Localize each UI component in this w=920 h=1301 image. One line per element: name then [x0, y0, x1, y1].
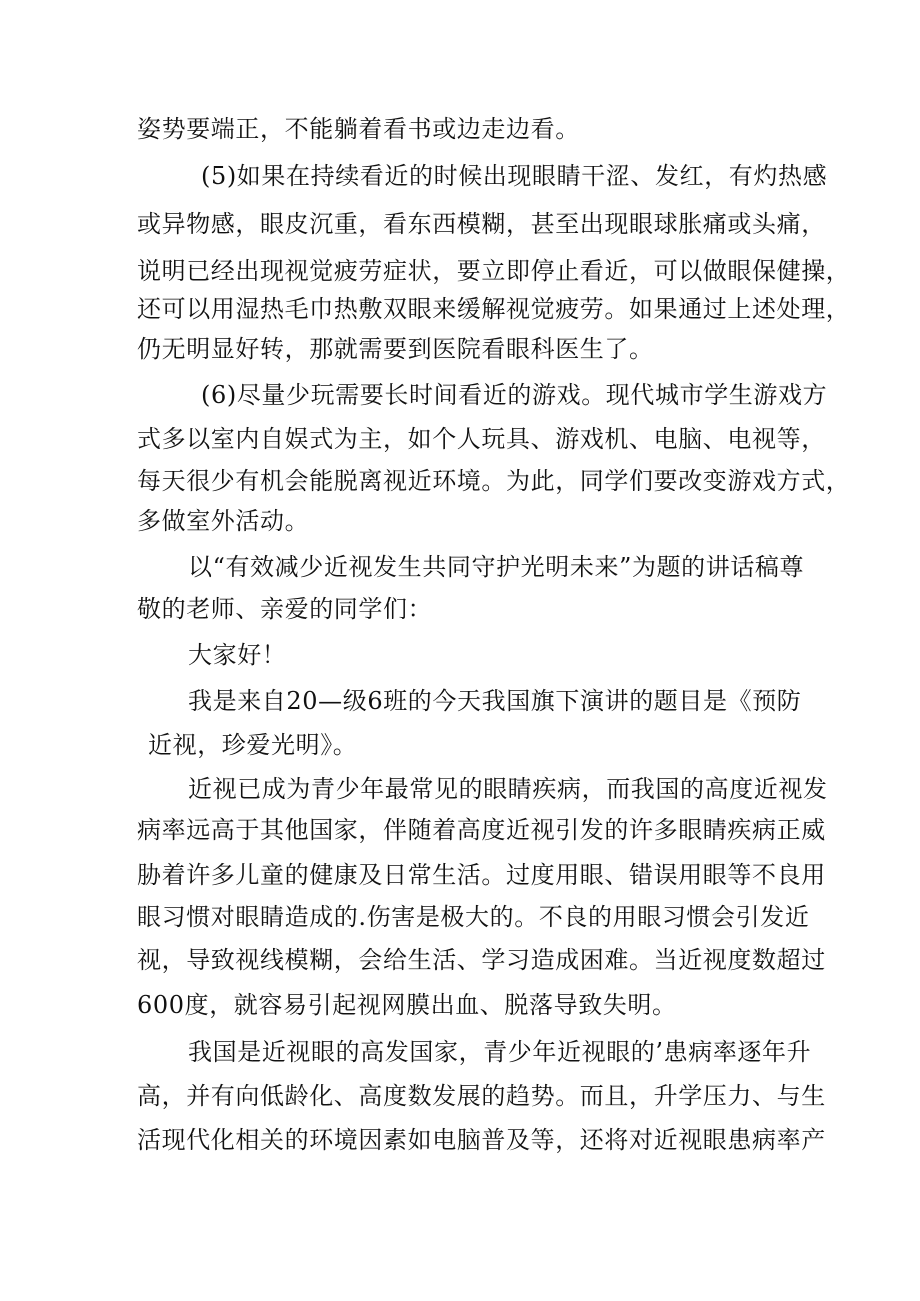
text-line: 我国是近视眼的高发国家，青少年近视眼的’患病率逐年升 [188, 1038, 812, 1066]
text-line: 600度，就容易引起视网膜出血、脱落导致失明。 [137, 991, 677, 1019]
text-line: 以“有效减少近视发生共同守护光明未来”为题的讲话稿尊 [188, 553, 805, 581]
text-line: 说明已经出现视觉疲劳症状，要立即停止看近，可以做眼保健操， [137, 257, 851, 285]
text-line: 病率远高于其他国家，伴随着高度近视引发的许多眼睛疾病正威 [137, 816, 826, 844]
text-line: 多做室外活动。 [137, 507, 310, 535]
text-line: 仍无明显好转，那就需要到医院看眼科医生了。 [137, 335, 654, 363]
text-line: 每天很少有机会能脱离视近环境。为此，同学们要改变游戏方式， [137, 467, 851, 495]
text-line: 近视已成为青少年最常见的眼睛疾病，而我国的高度近视发 [188, 775, 828, 803]
text-line: 式多以室内自娱式为主，如个人玩具、游戏机、电脑、电视等， [137, 425, 826, 453]
text-line: 活现代化相关的环境因素如电脑普及等，还将对近视眼患病率产 [137, 1126, 826, 1154]
text-line: 还可以用湿热毛巾热敷双眼来缓解视觉疲劳。如果通过上述处理， [137, 295, 851, 323]
text-line: 眼习惯对眼睛造成的.伤害是极大的。不良的用眼习惯会引发近 [137, 903, 810, 931]
text-line: (5)如果在持续看近的时候出现眼睛干涩、发红，有灼热感 [201, 162, 828, 190]
text-line: 高，并有向低龄化、高度数发展的趋势。而且，升学压力、与生 [137, 1082, 826, 1110]
text-line: 视，导致视线模糊，会给生活、学习造成困难。当近视度数超过 [137, 946, 826, 974]
text-line: (6)尽量少玩需要长时间看近的游戏。现代城市学生游戏方 [201, 381, 828, 409]
text-line: 近视，珍爱光明》。 [148, 731, 358, 759]
text-line: 敬的老师、亲爱的同学们： [137, 595, 433, 623]
text-line: 或异物感，眼皮沉重，看东西模糊，甚至出现眼球胀痛或头痛， [137, 210, 826, 238]
text-line: 我是来自20—级6班的今天我国旗下演讲的题目是《预防 [188, 687, 802, 715]
text-line: 姿势要端正，不能躺着看书或边走边看。 [137, 115, 580, 143]
text-line: 大家好！ [188, 641, 287, 669]
text-line: 胁着许多儿童的健康及日常生活。过度用眼、错误用眼等不良用 [137, 861, 826, 889]
